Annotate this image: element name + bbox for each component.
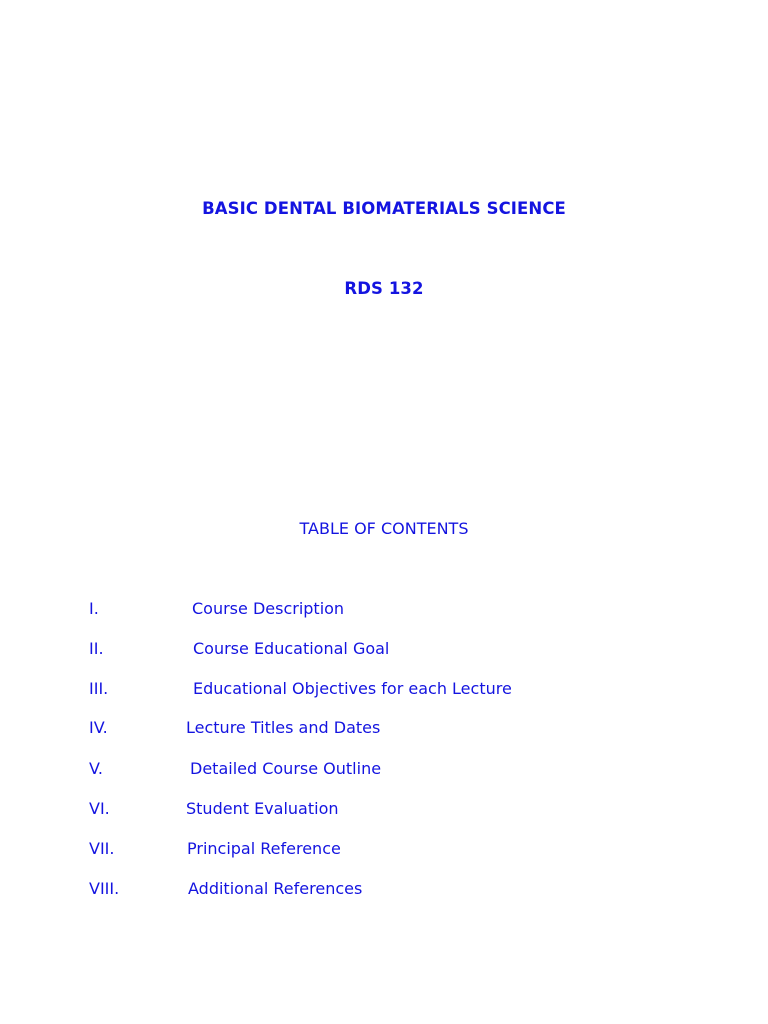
toc-item-numeral: V. — [89, 759, 103, 778]
toc-item-numeral: III. — [89, 679, 109, 698]
toc-item-label: Principal Reference — [187, 839, 341, 858]
toc-item — [0, 759, 768, 781]
toc-item — [0, 879, 768, 901]
toc-item-label: Course Description — [192, 599, 345, 618]
toc-item-label: Student Evaluation — [186, 799, 339, 818]
course-title: BASIC DENTAL BIOMATERIALS SCIENCE — [202, 199, 566, 218]
toc-item-numeral: VII. — [89, 839, 115, 858]
toc-item-numeral: II. — [89, 639, 104, 658]
toc-item-label: Additional References — [188, 879, 363, 898]
toc-item-numeral: VIII. — [89, 879, 120, 898]
toc-item — [0, 679, 768, 701]
toc-item-numeral: IV. — [89, 718, 108, 737]
course-code: RDS 132 — [344, 279, 424, 298]
toc-item — [0, 639, 768, 661]
toc-item-label: Course Educational Goal — [193, 639, 390, 658]
toc-item — [0, 599, 768, 621]
toc-item — [0, 799, 768, 821]
toc-item-numeral: I. — [89, 599, 99, 618]
toc-item-numeral: VI. — [89, 799, 110, 818]
toc-item — [0, 839, 768, 861]
toc-heading: TABLE OF CONTENTS — [299, 519, 469, 538]
toc-item — [0, 718, 768, 740]
toc-item-label: Detailed Course Outline — [190, 759, 382, 778]
toc-item-label: Educational Objectives for each Lecture — [193, 679, 512, 698]
toc-item-label: Lecture Titles and Dates — [186, 718, 381, 737]
